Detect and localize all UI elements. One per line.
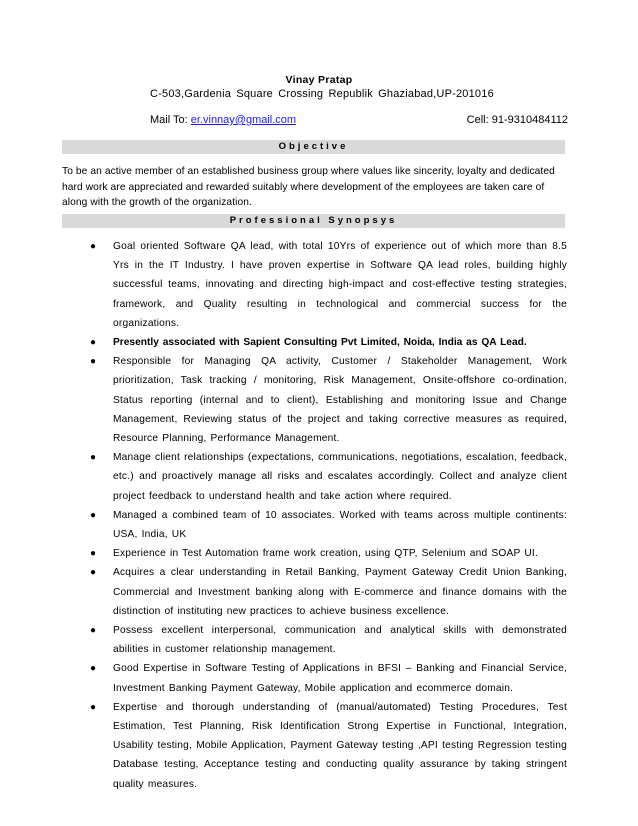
bullet-icon: ● bbox=[90, 337, 97, 349]
objective-heading: Objective bbox=[62, 140, 565, 154]
list-item: ● Acquires a clear understanding in Retail Banking, Payment Gateway Credit Union Banking, Commercial and Investment banking along with E-commerce and finance domains with the distinction of instituting new practices to achieve business excellence. bbox=[62, 563, 567, 621]
candidate-name: Vinay Pratap bbox=[285, 74, 353, 86]
mail-block bbox=[150, 114, 296, 126]
contact-line bbox=[150, 114, 568, 126]
list-item: ● Good Expertise in Software Testing of Applications in BFSI – Banking and Financial Service, Investment Banking Payment Gateway, Mobile application and ecommerce domain. bbox=[62, 659, 567, 697]
bullet-icon: ● bbox=[90, 701, 97, 713]
cell-label: Cell: bbox=[466, 114, 489, 126]
cell-number: 91-9310484112 bbox=[491, 114, 568, 126]
bullet-icon: ● bbox=[90, 663, 97, 675]
address-line: C-503,Gardenia Square Crossing Republik Ghaziabad,UP-201016 bbox=[150, 88, 494, 100]
bullet-icon: ● bbox=[90, 548, 97, 560]
bullet-icon: ● bbox=[90, 241, 97, 252]
bullet-icon: ● bbox=[90, 509, 97, 521]
mail-label: Mail To: bbox=[150, 114, 188, 126]
list-item: ● Manage client relationships (expectations, communications, negotiations, escalation, feedback, etc.) and proactively manage all risks and escalates accordingly. Collect and analyze client project feedback to understand health and take action where required. bbox=[62, 448, 567, 506]
objective-text: To be an active member of an established business group where values like sincerity, loyalty and dedicated hard work are appreciated and rewarded suitably where development of the employees are taken care of along with the growth of the organization. bbox=[62, 166, 555, 209]
bullet-icon: ● bbox=[90, 452, 97, 464]
bullet-icon: ● bbox=[90, 567, 97, 579]
list-item: ● Responsible for Managing QA activity, Customer / Stakeholder Management, Work prioritization, Task tracking / monitoring, Risk Management, Onsite-offshore co-ordination, Status reporting (internal and to client), Establishing and monitoring Issue and Change Management, Reviewing status of the project and taking corrective measures as required, Resource Planning, Performance Management. bbox=[62, 352, 567, 448]
list-item: ● Goal oriented Software QA lead, with total 10Yrs of experience out of which more than 8.5 Yrs in the IT Industry. I have proven expertise in Software QA lead roles, building highly successful teams, innovating and directing high-impact and cost-effective testing strategies, framework, and Quality resulting in technological and commercial success for the organizations. bbox=[62, 237, 567, 333]
list-item: ● Experience in Test Automation frame work creation, using QTP, Selenium and SOAP UI. bbox=[62, 544, 567, 563]
email-link[interactable]: er.vinnay@gmail.com bbox=[190, 114, 297, 126]
cell-block bbox=[467, 114, 568, 126]
bullet-icon: ● bbox=[90, 356, 97, 368]
synopsis-list bbox=[62, 237, 567, 794]
synopsis-heading: Professional Synopsys bbox=[62, 214, 565, 228]
list-item: ● Managed a combined team of 10 associates. Worked with teams across multiple continents: USA, India, UK bbox=[62, 506, 567, 544]
list-item: ● Presently associated with Sapient Consulting Pvt Limited, Noida, India as QA Lead. bbox=[62, 333, 567, 352]
list-item: ● Expertise and thorough understanding of (manual/automated) Testing Procedures, Test Estimation, Test Planning, Risk Identification Strong Expertise in Functional, Integration, Usability testing, Mobile Application, Payment Gateway testing ,API testing Regression testing Database testing, Acceptance testing and conducting quality assurance by taking stringent quality measures. bbox=[62, 698, 567, 794]
list-item: ● Possess excellent interpersonal, communication and analytical skills with demonstrated abilities in customer relationship management. bbox=[62, 621, 567, 659]
bullet-icon: ● bbox=[90, 625, 97, 637]
